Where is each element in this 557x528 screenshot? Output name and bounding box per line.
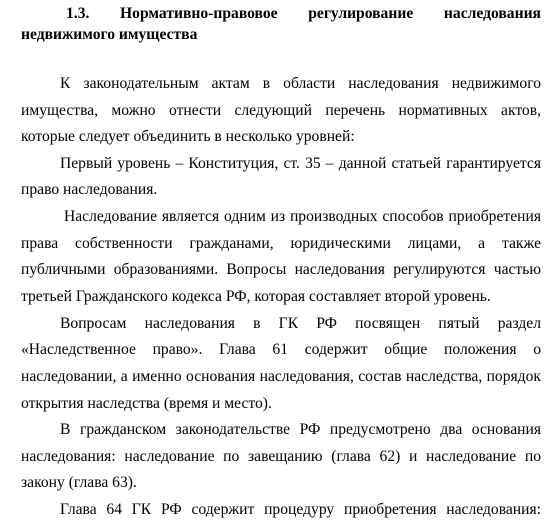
paragraph-1-line-2: имущества, можно отнести следующий перечень нормативных актов, — [21, 102, 541, 119]
paragraph-3-line-2: права собственности гражданами, юридическими лицами, а также — [21, 235, 541, 252]
paragraph-5-line-3: закону (глава 63). — [21, 474, 137, 491]
paragraph-3-line-3: публичными образованиями. Вопросы наследования регулируются частью — [21, 261, 541, 278]
section-heading-line-2: недвижимого имущества — [21, 26, 198, 43]
paragraph-6-line-1: Глава 64 ГК РФ содержит процедуру приобретения наследования: — [60, 501, 541, 518]
paragraph-2-line-2: право наследования. — [21, 181, 158, 198]
paragraph-5-line-1: В гражданском законодательстве РФ предусмотрено два основания — [60, 421, 541, 438]
paragraph-2-line-1: Первый уровень – Конституция, ст. 35 – данной статьей гарантируется — [60, 155, 541, 172]
paragraph-1-line-1: К законодательным актам в области наследования недвижимого — [60, 75, 541, 92]
paragraph-1-line-3: которые следует объединить в несколько уровней: — [21, 128, 355, 145]
paragraph-4-line-4: открытия наследства (время и место). — [21, 395, 272, 412]
section-heading-line-1: 1.3. Нормативно-правовое регулирование наследования — [66, 5, 541, 22]
paragraph-5-line-2: наследования: наследование по завещанию (глава 62) и наследование по — [21, 448, 541, 465]
paragraph-4-line-3: наследовании, а именно основания наследования, состав наследства, порядок — [21, 368, 541, 385]
paragraph-4-line-1: Вопросам наследования в ГК РФ посвящен пятый раздел — [60, 315, 541, 332]
paragraph-4-line-2: «Наследственное право». Глава 61 содержит общие положения о — [21, 341, 541, 358]
paragraph-3-line-1: Наследование является одним из производных способов приобретения — [64, 208, 541, 225]
paragraph-3-line-4: третьей Гражданского кодекса РФ, которая составляет второй уровень. — [21, 288, 491, 305]
